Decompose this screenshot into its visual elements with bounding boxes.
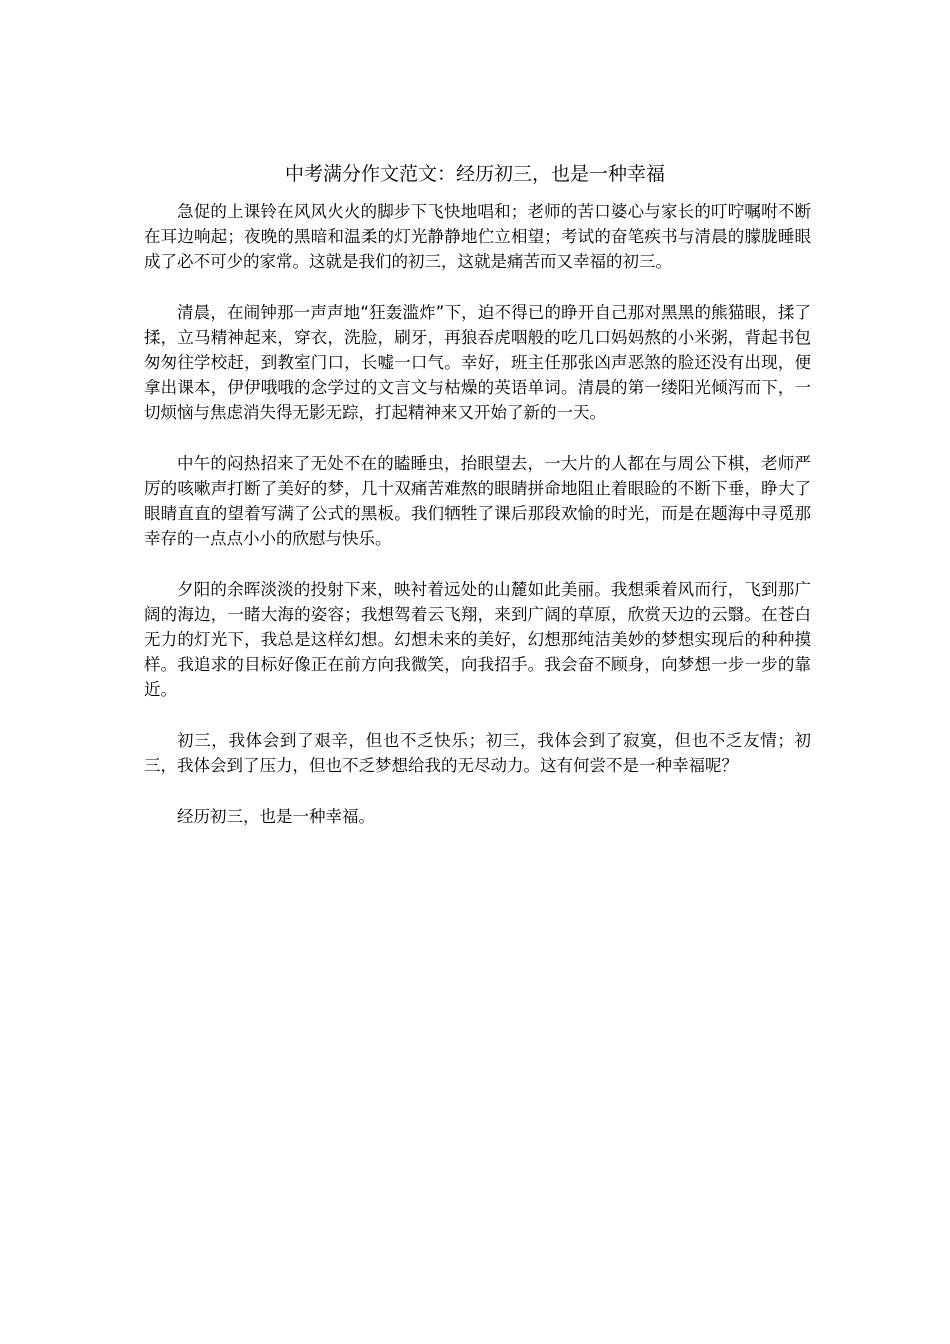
paragraph-4: 夕阳的余晖淡淡的投射下来，映衬着远处的山麓如此美丽。我想乘着风而行，飞到那广阔的海边，一睹大海的姿容；我想驾着云飞翔，来到广阔的草原，欣赏天边的云翳。在苍白无力的灯光下，我总是这样幻想。幻想未来的美好，幻想那纯洁美妙的梦想实现后的种种摸样。我追求的目标好像正在前方向我微笑，向我招手。我会奋不顾身，向梦想一步一步的靠近。 [144, 580, 811, 699]
paragraph-1: 急促的上课铃在风风火火的脚步下飞快地唱和；老师的苦口婆心与家长的叮咛嘱咐不断在耳边响起；夜晚的黑暗和温柔的灯光静静地伫立相望；考试的奋笔疾书与清晨的朦胧睡眼成了必不可少的家常。这就是我们的初三，这就是痛苦而又幸福的初三。 [144, 202, 811, 271]
paragraph-2: 清晨，在闹钟那一声声地“狂轰滥炸”下，迫不得已的睁开自己那对黑黑的熊猫眼，揉了揉，立马精神起来，穿衣，洗脸，刷牙，再狼吞虎咽般的吃几口妈妈熬的小米粥，背起书包匆匆往学校赶，到教室门口，长嘘一口气。幸好，班主任那张凶声恶煞的脸还没有出现，便拿出课本，伊伊哦哦的念学过的文言文与枯燥的英语单词。清晨的第一缕阳光倾泻而下，一切烦恼与焦虑消失得无影无踪，打起精神来又开始了新的一天。 [144, 303, 811, 422]
article-body [144, 199, 811, 855]
paragraph-6: 经历初三，也是一种幸福。 [177, 807, 375, 826]
page-title: 中考满分作文范文：经历初三，也是一种幸福 [284, 163, 665, 185]
paragraph-5: 初三，我体会到了艰辛，但也不乏快乐；初三，我体会到了寂寞，但也不乏友情；初三，我体会到了压力，但也不乏梦想给我的无尽动力。这有何尝不是一种幸福呢？ [144, 731, 811, 775]
paragraph-3: 中午的闷热招来了无处不在的瞌睡虫，抬眼望去，一大片的人都在与周公下棋，老师严厉的咳嗽声打断了美好的梦，几十双痛苦难熬的眼睛拼命地阻止着眼睑的不断下垂，睁大了眼睛直直的望着写满了公式的黑板。我们牺牲了课后那段欢愉的时光，而是在题海中寻觅那幸存的一点点小小的欣慰与快乐。 [144, 454, 811, 548]
